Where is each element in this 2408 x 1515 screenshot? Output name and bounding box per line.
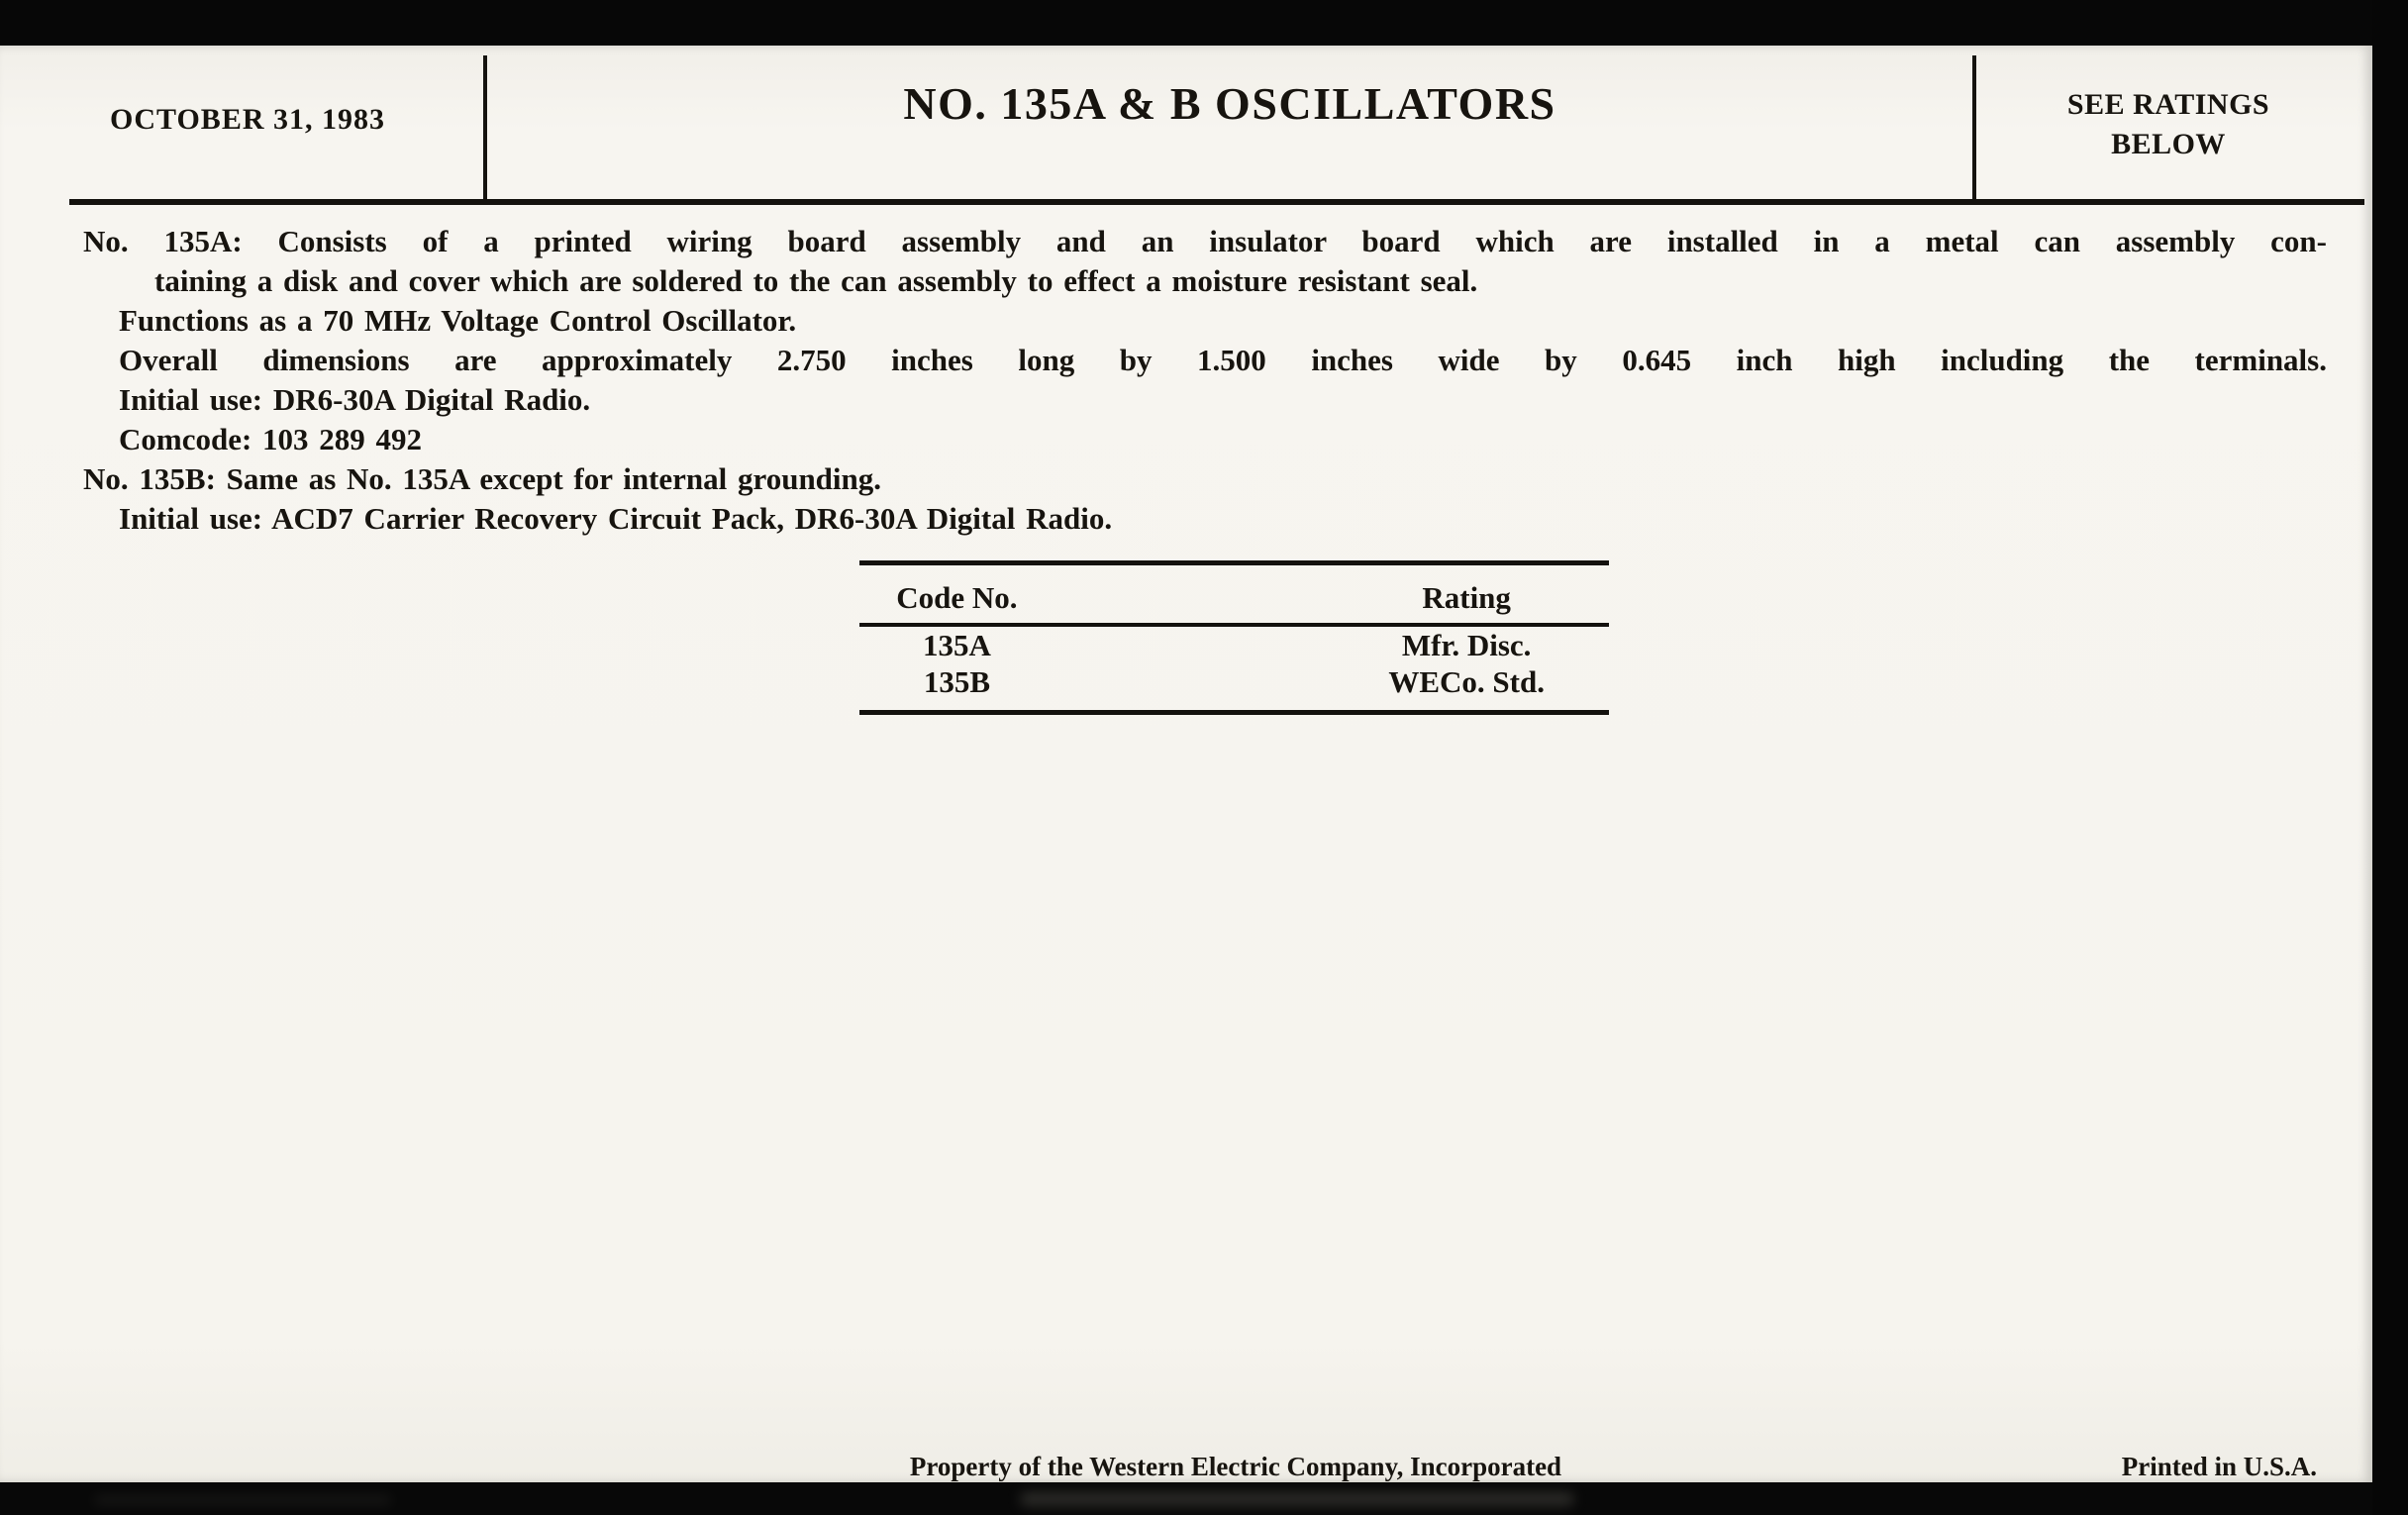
table-cell-rating: WECo. Std. (1388, 664, 1545, 699)
scan-artifact-smudge (1020, 1492, 1574, 1506)
document-header (0, 46, 2372, 206)
table-cell-code: 135B (923, 664, 990, 699)
ratings-note-line1: SEE RATINGS (2066, 88, 2270, 121)
header-ratings-note (1980, 85, 2357, 164)
header-divider-right (1972, 55, 1976, 202)
table-rule-bottom (859, 710, 1609, 715)
header-date: OCTOBER 31, 1983 (110, 103, 385, 136)
scan-artifact-smudge (94, 1496, 391, 1504)
paragraph-line: No. 135B: Same as No. 135A except for internal grounding. (83, 461, 882, 496)
paper-sheet (0, 46, 2372, 1482)
table-header-row (859, 565, 1609, 623)
ratings-note-line2: BELOW (2111, 128, 2226, 160)
paragraph-line: Comcode: 103 289 492 (119, 422, 423, 456)
table-row (859, 627, 1609, 663)
paragraph-line: No. 135A: Consists of a printed wiring board assembly and an insulator board which are installed in a metal can assembly con- (83, 224, 2327, 258)
paragraph-line: Initial use: DR6-30A Digital Radio. (119, 382, 591, 417)
scan-edge-right (2372, 0, 2408, 1515)
body-text (83, 222, 2327, 539)
paragraph-line: Functions as a 70 MHz Voltage Control Oscillator. (119, 303, 797, 338)
header-rule (69, 199, 2364, 205)
table-row (859, 663, 1609, 700)
table-header-rating: Rating (1422, 580, 1511, 615)
paragraph-line: Overall dimensions are approximately 2.750 inches long by 1.500 inches wide by 0.645 inch high including the terminals. (119, 343, 2327, 377)
table-cell-code: 135A (922, 628, 991, 662)
scan-edge-bottom (0, 1482, 2372, 1515)
paragraph-line: Initial use: ACD7 Carrier Recovery Circuit Pack, DR6-30A Digital Radio. (119, 501, 1113, 536)
property-notice: Property of the Western Electric Company, Incorporated (909, 1452, 1562, 1481)
paragraph-line: taining a disk and cover which are soldered to the can assembly to effect a moisture resistant seal. (154, 263, 1478, 298)
table-cell-rating: Mfr. Disc. (1401, 628, 1532, 662)
table-header-code: Code No. (896, 580, 1018, 615)
page-title: NO. 135A & B OSCILLATORS (903, 78, 1556, 129)
ratings-table (859, 560, 1609, 715)
scan-edge-top (0, 0, 2408, 46)
printed-in-note: Printed in U.S.A. (2121, 1452, 2317, 1481)
